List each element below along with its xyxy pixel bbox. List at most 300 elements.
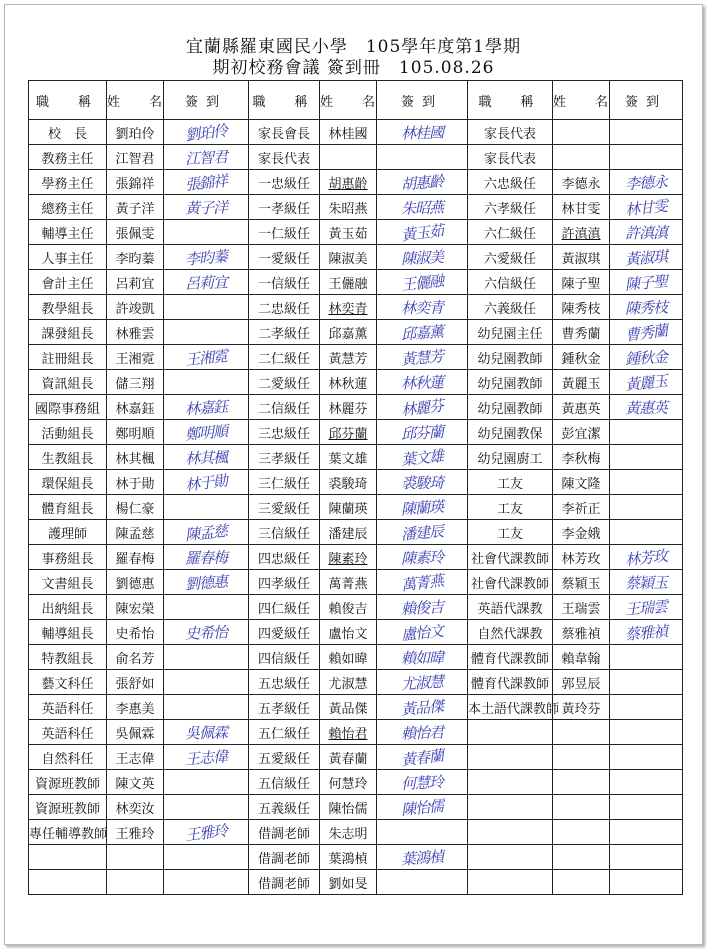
title-cell xyxy=(468,745,553,770)
signature-cell xyxy=(610,770,683,795)
handwritten-signature: 史希怡 xyxy=(184,622,228,643)
name-text: 陳宏榮 xyxy=(115,601,155,617)
title-text: 體育代課教師 xyxy=(470,651,549,667)
title-text: 五愛級任 xyxy=(257,751,310,767)
handwritten-signature: 許滇滇 xyxy=(624,223,668,242)
header-title-2: 職 稱 xyxy=(249,81,320,120)
name-text: 邱芬蘭 xyxy=(328,426,368,442)
handwritten-signature: 陳素玲 xyxy=(400,547,444,568)
signature-cell xyxy=(164,670,249,695)
name-cell xyxy=(553,870,610,895)
table-row xyxy=(29,145,683,170)
name-text: 劉如旻 xyxy=(328,876,368,892)
handwritten-signature: 李德永 xyxy=(624,172,668,193)
name-text: 陳子聖 xyxy=(561,276,601,292)
handwritten-signature: 陳蘭瑛 xyxy=(400,497,444,518)
header-signature-1: 簽到 xyxy=(164,81,249,120)
signature-cell xyxy=(377,370,468,395)
handwritten-signature: 鄭明順 xyxy=(184,421,228,444)
title-cell xyxy=(249,345,320,370)
signature-cell xyxy=(377,570,468,595)
signature-cell xyxy=(164,695,249,720)
title-cell xyxy=(468,220,553,245)
signature-cell xyxy=(377,170,468,195)
title-text: 幼兒園教師 xyxy=(477,376,543,392)
signature-cell xyxy=(377,445,468,470)
table-row xyxy=(29,195,683,220)
name-text: 尤淑慧 xyxy=(328,676,368,692)
signature-cell xyxy=(164,845,249,870)
handwritten-signature: 賴怡君 xyxy=(400,722,444,743)
title-cell xyxy=(249,845,320,870)
title-text: 四愛級任 xyxy=(257,626,310,642)
handwritten-signature: 賴俊吉 xyxy=(400,597,444,618)
title-text: 文書組長 xyxy=(41,576,94,592)
title-text: 四信級任 xyxy=(257,651,310,667)
signature-cell xyxy=(610,195,683,220)
title-text: 資源班教師 xyxy=(34,801,100,817)
signature-cell xyxy=(610,570,683,595)
name-text: 胡惠齡 xyxy=(328,176,368,192)
signature-cell xyxy=(377,720,468,745)
title-cell xyxy=(29,645,107,670)
name-cell xyxy=(107,195,164,220)
handwritten-signature: 林桂國 xyxy=(400,123,444,142)
title-text: 一仁級任 xyxy=(257,226,310,242)
title-text: 幼兒園教師 xyxy=(477,401,543,417)
name-text: 李秋梅 xyxy=(561,451,601,467)
name-cell xyxy=(107,870,164,895)
handwritten-signature: 盧怡文 xyxy=(400,621,444,644)
name-cell xyxy=(320,545,377,570)
title-cell xyxy=(249,795,320,820)
name-text: 陳素玲 xyxy=(328,551,368,567)
handwritten-signature: 陳孟慈 xyxy=(184,521,228,544)
name-text: 黃淑琪 xyxy=(561,251,601,267)
handwritten-signature: 何慧玲 xyxy=(400,772,444,793)
table-row xyxy=(29,395,683,420)
handwritten-signature: 王湘霓 xyxy=(184,346,228,369)
table-row xyxy=(29,645,683,670)
table-row xyxy=(29,520,683,545)
title-cell xyxy=(29,595,107,620)
name-cell xyxy=(320,120,377,145)
title-cell xyxy=(468,670,553,695)
signature-cell xyxy=(377,395,468,420)
name-cell xyxy=(320,220,377,245)
title-text: 六忠級任 xyxy=(483,176,536,192)
title-cell xyxy=(468,520,553,545)
title-text: 二仁級任 xyxy=(257,351,310,367)
signature-cell xyxy=(164,245,249,270)
handwritten-signature: 黃春蘭 xyxy=(400,746,445,769)
name-cell xyxy=(553,470,610,495)
name-cell xyxy=(320,295,377,320)
name-cell xyxy=(553,420,610,445)
title-cell xyxy=(29,170,107,195)
name-cell xyxy=(320,820,377,845)
title-text: 五仁級任 xyxy=(257,726,310,742)
name-cell xyxy=(320,795,377,820)
signature-cell xyxy=(610,470,683,495)
title-text: 二愛級任 xyxy=(257,376,310,392)
title-cell xyxy=(468,795,553,820)
name-cell xyxy=(320,845,377,870)
signature-cell xyxy=(164,370,249,395)
handwritten-signature: 潘建辰 xyxy=(400,521,444,544)
name-cell xyxy=(320,595,377,620)
handwritten-signature: 林于勛 xyxy=(184,471,229,494)
signature-cell xyxy=(610,495,683,520)
signature-cell xyxy=(610,220,683,245)
name-text: 李金娥 xyxy=(561,526,601,542)
title-cell xyxy=(249,445,320,470)
title-text: 自然代課教 xyxy=(477,626,543,642)
signature-cell xyxy=(377,595,468,620)
name-cell xyxy=(553,370,610,395)
table-row xyxy=(29,870,683,895)
handwritten-signature: 萬菁燕 xyxy=(400,571,445,594)
name-text: 黃麗玉 xyxy=(561,376,601,392)
name-text: 萬菁燕 xyxy=(328,576,368,592)
signature-cell xyxy=(377,795,468,820)
title-cell xyxy=(29,870,107,895)
table-row xyxy=(29,770,683,795)
signature-cell xyxy=(610,695,683,720)
name-cell xyxy=(553,745,610,770)
signature-cell xyxy=(610,620,683,645)
title-text: 藝文科任 xyxy=(41,676,94,692)
name-text: 郭昱辰 xyxy=(561,676,601,692)
handwritten-signature: 吳佩霖 xyxy=(184,723,228,742)
title-text: 人事主任 xyxy=(41,251,94,267)
name-cell xyxy=(107,345,164,370)
header-name-3: 姓 名 xyxy=(553,81,610,120)
signature-cell xyxy=(377,295,468,320)
handwritten-signature: 黃慧芳 xyxy=(400,346,444,369)
signature-cell xyxy=(610,845,683,870)
name-cell xyxy=(553,270,610,295)
handwritten-signature: 尤淑慧 xyxy=(400,672,444,693)
title-text: 五孝級任 xyxy=(257,701,310,717)
title-text: 特教組長 xyxy=(41,651,94,667)
title-cell xyxy=(249,695,320,720)
name-text: 賴俊吉 xyxy=(328,601,368,617)
name-cell xyxy=(107,420,164,445)
name-text: 楊仁豪 xyxy=(115,501,155,517)
title-text: 借調老師 xyxy=(257,851,310,867)
name-cell xyxy=(320,420,377,445)
name-cell xyxy=(107,520,164,545)
name-cell xyxy=(553,695,610,720)
handwritten-signature: 裘駿琦 xyxy=(400,473,444,492)
name-cell xyxy=(320,345,377,370)
signature-cell xyxy=(164,820,249,845)
title-cell xyxy=(468,645,553,670)
title-cell xyxy=(468,870,553,895)
document-subtitle: 期初校務會議 簽到冊 105.08.26 xyxy=(212,58,495,78)
signature-cell xyxy=(377,220,468,245)
signature-cell xyxy=(377,870,468,895)
name-text: 林秋蓮 xyxy=(328,376,368,392)
name-cell xyxy=(107,770,164,795)
name-text: 林甘雯 xyxy=(561,201,601,217)
handwritten-signature: 王雅玲 xyxy=(184,821,229,844)
signature-cell xyxy=(377,270,468,295)
name-cell xyxy=(320,745,377,770)
table-row xyxy=(29,220,683,245)
title-text: 四忠級任 xyxy=(257,551,310,567)
title-text: 工友 xyxy=(496,526,523,542)
handwritten-signature: 劉珀伶 xyxy=(184,121,229,144)
title-cell xyxy=(468,570,553,595)
title-text: 資訊組長 xyxy=(41,376,94,392)
title-cell xyxy=(249,270,320,295)
title-text: 工友 xyxy=(496,501,523,517)
handwritten-signature: 林其楓 xyxy=(184,447,228,468)
table-row xyxy=(29,495,683,520)
title-text: 四仁級任 xyxy=(257,601,310,617)
title-cell xyxy=(29,520,107,545)
name-text: 林麗芬 xyxy=(328,401,368,417)
title-cell xyxy=(468,720,553,745)
title-cell xyxy=(468,395,553,420)
title-text: 三信級任 xyxy=(257,526,310,542)
name-cell xyxy=(553,445,610,470)
title-text: 六義級任 xyxy=(483,301,536,317)
header-name-2: 姓 名 xyxy=(320,81,377,120)
title-text: 學務主任 xyxy=(41,176,94,192)
name-cell xyxy=(320,645,377,670)
name-cell xyxy=(107,545,164,570)
title-text: 一信級任 xyxy=(257,276,310,292)
handwritten-signature: 黃淑琪 xyxy=(624,247,668,268)
name-text: 林雅雲 xyxy=(115,326,155,342)
handwritten-signature: 陳秀枝 xyxy=(624,297,668,318)
name-cell xyxy=(320,720,377,745)
signature-cell xyxy=(377,470,468,495)
name-cell xyxy=(107,820,164,845)
signature-cell xyxy=(377,545,468,570)
table-row xyxy=(29,370,683,395)
signature-cell xyxy=(164,545,249,570)
title-cell xyxy=(249,195,320,220)
name-cell xyxy=(107,245,164,270)
title-text: 專任輔導教師 xyxy=(29,826,108,842)
title-text: 一愛級任 xyxy=(257,251,310,267)
title-cell xyxy=(29,470,107,495)
signature-cell xyxy=(610,670,683,695)
signature-cell xyxy=(377,845,468,870)
title-cell xyxy=(249,220,320,245)
title-text: 校 長 xyxy=(47,126,87,142)
name-text: 黃惠英 xyxy=(561,401,601,417)
name-cell xyxy=(320,495,377,520)
table-row xyxy=(29,845,683,870)
title-cell xyxy=(29,220,107,245)
title-text: 幼兒園廚工 xyxy=(477,451,543,467)
title-cell xyxy=(468,120,553,145)
title-cell xyxy=(468,445,553,470)
title-cell xyxy=(468,595,553,620)
signature-cell xyxy=(377,245,468,270)
signature-cell xyxy=(610,870,683,895)
signature-cell xyxy=(610,120,683,145)
handwritten-signature: 邱芬蘭 xyxy=(400,422,444,443)
handwritten-signature: 黃品傑 xyxy=(400,696,444,719)
title-text: 工友 xyxy=(496,476,523,492)
title-cell xyxy=(468,170,553,195)
signature-cell xyxy=(164,870,249,895)
title-text: 輔導組長 xyxy=(41,626,94,642)
title-cell xyxy=(249,620,320,645)
name-cell xyxy=(107,320,164,345)
title-text: 自然科任 xyxy=(41,751,94,767)
signature-cell xyxy=(377,645,468,670)
handwritten-signature: 江智君 xyxy=(184,147,228,168)
title-text: 五義級任 xyxy=(257,801,310,817)
name-text: 賴怡君 xyxy=(328,726,368,742)
name-text: 賴如暐 xyxy=(328,651,368,667)
name-text: 劉德惠 xyxy=(115,576,155,592)
title-cell xyxy=(468,770,553,795)
name-text: 張舒如 xyxy=(115,676,155,692)
signature-cell xyxy=(377,820,468,845)
title-text: 護理師 xyxy=(47,526,87,542)
signature-cell xyxy=(164,170,249,195)
name-text: 陳孟慈 xyxy=(115,526,155,542)
title-text: 生教組長 xyxy=(41,451,94,467)
title-text: 事務組長 xyxy=(41,551,94,567)
name-text: 李祈正 xyxy=(561,501,601,517)
signature-cell xyxy=(610,420,683,445)
signature-cell xyxy=(164,595,249,620)
table-row xyxy=(29,745,683,770)
title-cell xyxy=(29,545,107,570)
name-text: 林其楓 xyxy=(115,451,155,467)
title-cell xyxy=(29,445,107,470)
name-cell xyxy=(320,145,377,170)
title-cell xyxy=(29,495,107,520)
title-text: 英語科任 xyxy=(41,701,94,717)
signature-cell xyxy=(610,295,683,320)
handwritten-signature: 黃子洋 xyxy=(184,198,228,217)
name-text: 朱昭燕 xyxy=(328,201,368,217)
table-row xyxy=(29,670,683,695)
name-text: 陳秀枝 xyxy=(561,301,601,317)
title-cell xyxy=(29,670,107,695)
table-row xyxy=(29,720,683,745)
title-text: 四孝級任 xyxy=(257,576,310,592)
signature-cell xyxy=(164,420,249,445)
name-text: 黃子洋 xyxy=(115,201,155,217)
signature-cell xyxy=(164,445,249,470)
name-cell xyxy=(553,295,610,320)
handwritten-signature: 黃惠英 xyxy=(624,398,668,417)
name-cell xyxy=(320,320,377,345)
signature-cell xyxy=(610,720,683,745)
title-cell xyxy=(249,670,320,695)
name-text: 蔡雅禎 xyxy=(561,626,601,642)
signature-cell xyxy=(164,770,249,795)
name-text: 李德永 xyxy=(561,176,601,192)
signature-cell xyxy=(164,320,249,345)
signature-cell xyxy=(610,520,683,545)
name-cell xyxy=(553,820,610,845)
title-text: 借調老師 xyxy=(257,826,310,842)
signature-cell xyxy=(164,470,249,495)
handwritten-signature: 陳怡儒 xyxy=(400,796,444,819)
name-cell xyxy=(107,395,164,420)
table-row xyxy=(29,345,683,370)
title-cell xyxy=(249,120,320,145)
title-cell xyxy=(468,145,553,170)
table-row xyxy=(29,245,683,270)
title-cell xyxy=(29,745,107,770)
name-cell xyxy=(107,495,164,520)
name-text: 黃慧芳 xyxy=(328,351,368,367)
title-text: 國際事務組 xyxy=(34,401,100,417)
title-cell xyxy=(468,470,553,495)
name-cell xyxy=(107,220,164,245)
signature-cell xyxy=(164,620,249,645)
name-cell xyxy=(107,570,164,595)
name-cell xyxy=(320,395,377,420)
name-text: 王志偉 xyxy=(115,751,155,767)
name-cell xyxy=(553,795,610,820)
title-cell xyxy=(29,570,107,595)
title-cell xyxy=(29,245,107,270)
table-row xyxy=(29,470,683,495)
name-text: 陳怡儒 xyxy=(328,801,368,817)
signature-cell xyxy=(610,270,683,295)
title-cell xyxy=(29,370,107,395)
title-text: 幼兒園教保 xyxy=(477,426,543,442)
header-signature-3: 簽到 xyxy=(610,81,683,120)
name-text: 曹秀蘭 xyxy=(561,326,601,342)
name-cell xyxy=(107,795,164,820)
signature-cell xyxy=(610,820,683,845)
name-text: 王雅玲 xyxy=(115,826,155,842)
name-text: 鄭明順 xyxy=(115,426,155,442)
title-cell xyxy=(249,820,320,845)
title-cell xyxy=(249,870,320,895)
header-row xyxy=(29,81,683,120)
title-text: 輔導主任 xyxy=(41,226,94,242)
name-cell xyxy=(107,695,164,720)
title-cell xyxy=(29,345,107,370)
title-text: 六孝級任 xyxy=(483,201,536,217)
title-cell xyxy=(249,745,320,770)
handwritten-signature: 王瑞雲 xyxy=(624,597,668,618)
handwritten-signature: 林甘雯 xyxy=(624,196,668,219)
signature-cell xyxy=(164,720,249,745)
signature-cell xyxy=(164,270,249,295)
signature-cell xyxy=(377,120,468,145)
name-cell xyxy=(107,845,164,870)
name-cell xyxy=(553,545,610,570)
signature-cell xyxy=(164,295,249,320)
handwritten-signature: 林麗芬 xyxy=(400,396,445,419)
title-text: 五信級任 xyxy=(257,776,310,792)
name-cell xyxy=(320,620,377,645)
title-cell xyxy=(29,770,107,795)
signature-cell xyxy=(610,345,683,370)
handwritten-signature: 邱嘉薰 xyxy=(400,322,444,343)
title-cell xyxy=(249,320,320,345)
title-text: 體育代課教師 xyxy=(470,676,549,692)
signature-cell xyxy=(377,195,468,220)
